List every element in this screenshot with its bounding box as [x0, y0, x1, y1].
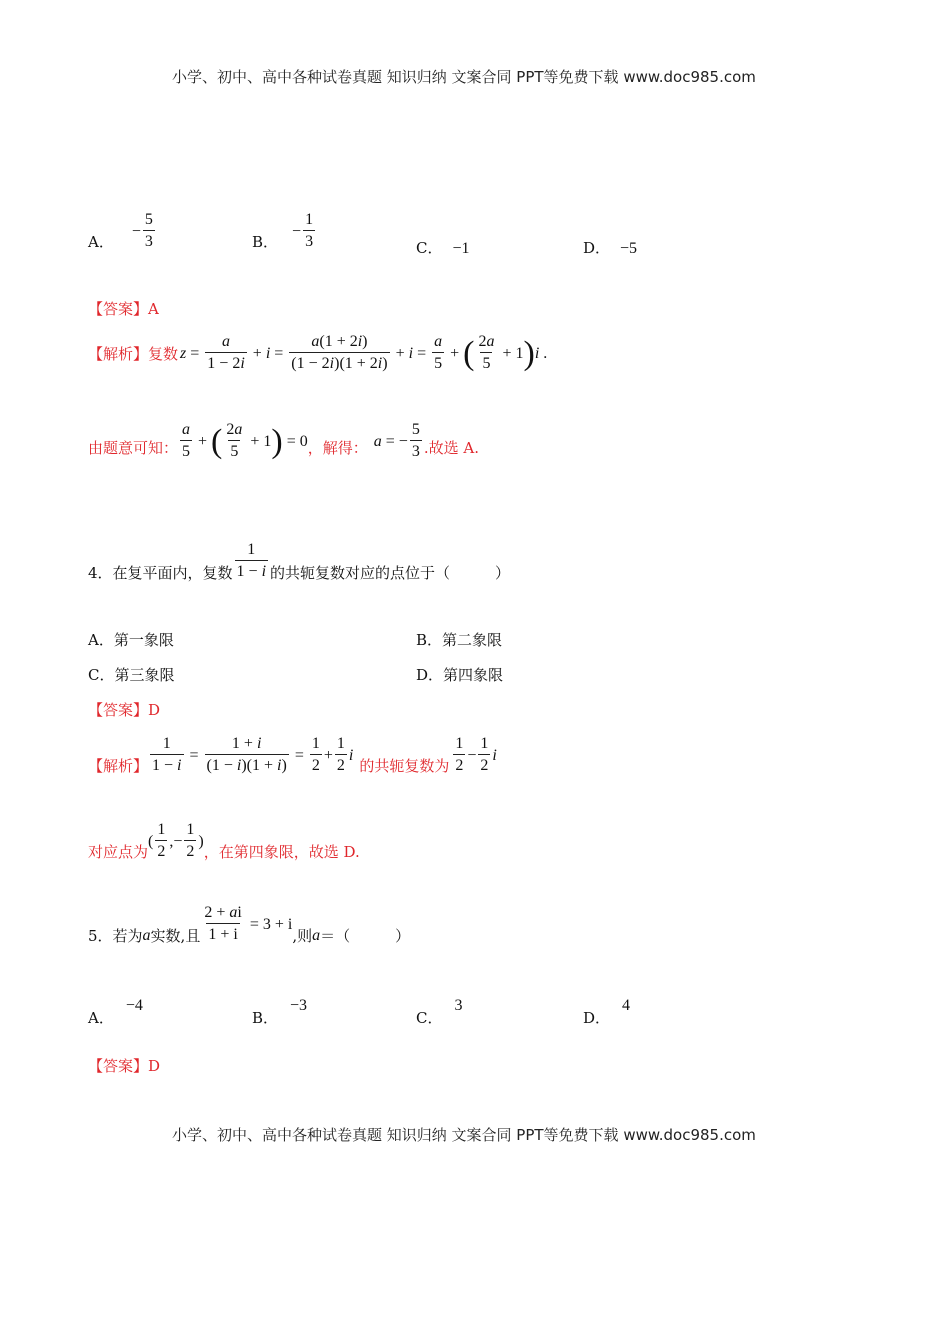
q4-answer: 【答案】D	[88, 701, 161, 719]
page-header: 小学、初中、高中各种试卷真题 知识归纳 文案合同 PPT等免费下载 www.doc985.com	[172, 68, 756, 86]
page-footer: 小学、初中、高中各种试卷真题 知识归纳 文案合同 PPT等免费下载 www.doc985.com	[172, 1126, 756, 1144]
q4-stem: 4．在复平面内，复数 $\frac{1}{1 - i}$ 的共轭复数对应的点位于（ ）	[88, 541, 511, 582]
q3-option-c: C． −1	[416, 239, 470, 257]
q3-option-d: D． −5	[583, 239, 638, 257]
q5-stem: 5．若为 a 实数,且 $\frac{2 + ai}{1 + i}$ = 3 + i ,则 a ＝（ ）	[88, 904, 411, 945]
q5-option-b: B．−3	[252, 997, 308, 1027]
q5-answer: 【答案】D	[88, 1057, 161, 1075]
q5-option-c: C．3	[416, 997, 463, 1027]
q4-option-a: A．第一象限	[88, 631, 174, 649]
q3-condition: 由题意可知： $\frac{a}{5}$ + ( $\frac{2a}{5}$ + 1 ) = 0 ，解得： a = − $\frac{5}{3}$ .故选 A.	[88, 420, 479, 463]
q4-option-c: C．第三象限	[88, 666, 175, 684]
fraction: $\frac{5}{3}$	[143, 210, 155, 253]
q4-option-b: B．第二象限	[416, 631, 503, 649]
q3-option-b: B． − $\frac{1}{3}$	[252, 211, 314, 251]
q5-option-a: A．−4	[88, 997, 143, 1027]
q4-option-d: D．第四象限	[416, 666, 504, 684]
q3-option-a: A． − $\frac{5}{3}$	[88, 211, 153, 251]
q3-analysis: 【解析】 复数 z = $\frac{a}{1 - 2i}$ + i = $\frac{a(1 + 2i)}{(1 - 2i)(1 + 2i)}$ + i = $\frac{a}{5}$ + ( $\frac{2a}{5}$ + 1 ) i .	[88, 332, 547, 375]
q3-answer: 【答案】A	[88, 300, 159, 318]
q4-analysis: 【解析】 $\frac{1}{1 - i}$ = $\frac{1 + i}{(1 - i)(1 + i)}$ = $\frac{1}{2}$ + $\frac{1}{2}$ i 的共轭复数为 $\frac{1}{2}$ − $\frac{1}{2}$ i	[88, 735, 497, 775]
q4-point: 对应点为 ( $\frac{1}{2}$ ,− $\frac{1}{2}$ ) ，在第四象限，故选 D.	[88, 821, 360, 861]
fraction: $\frac{1}{3}$	[303, 210, 315, 253]
q5-option-d: D．4	[583, 997, 631, 1027]
